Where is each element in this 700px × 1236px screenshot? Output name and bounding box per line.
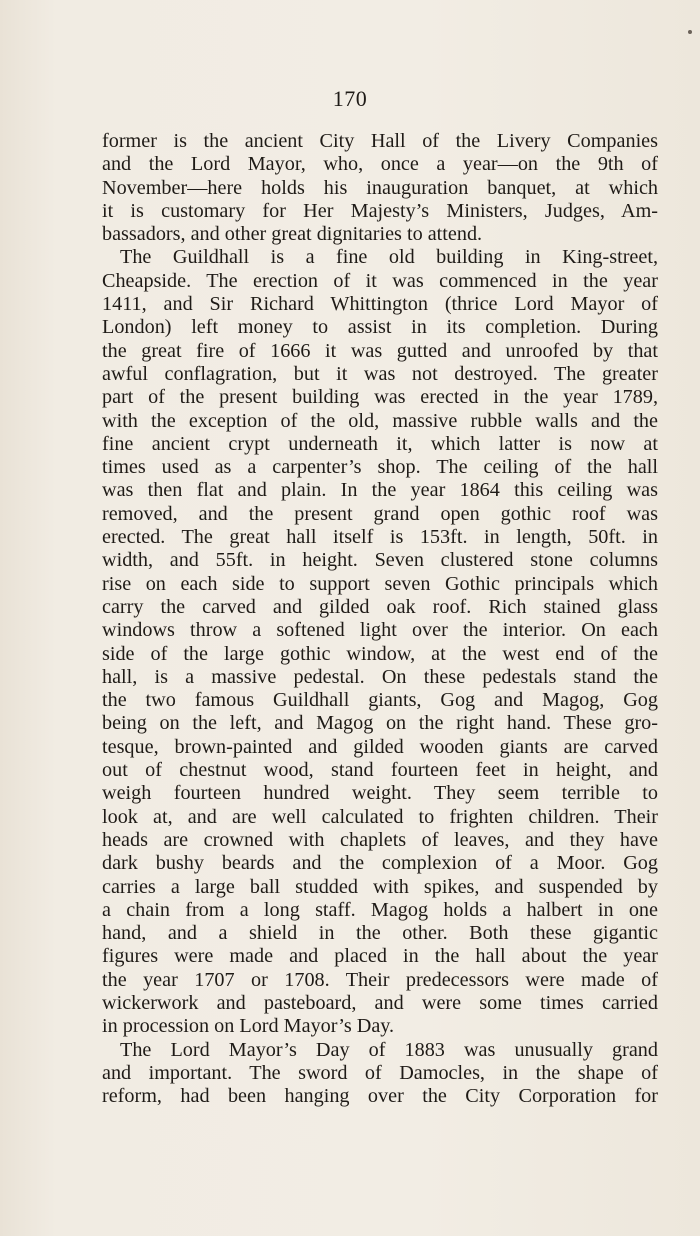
text-line: London) left money to assist in its completion. During [102, 316, 658, 339]
text-line: with the exception of the old, massive rubble walls and the [102, 409, 658, 432]
text-line: and important. The sword of Damocles, in the shape of [102, 1061, 658, 1084]
text-line: The Lord Mayor’s Day of 1883 was unusually grand [120, 1038, 658, 1061]
text-line: dark bushy beards and the complexion of a Moor. Gog [102, 852, 658, 875]
text-line: removed, and the present grand open gothic roof was [102, 502, 658, 525]
text-line: rise on each side to support seven Gothic principals which [102, 572, 658, 595]
text-line: Cheapside. The erection of it was commenced in the year [102, 269, 658, 292]
paper-speck [688, 30, 692, 34]
text-line: hand, and a shield in the other. Both these gigantic [102, 922, 658, 945]
text-line: awful conflagration, but it was not destroyed. The greater [102, 362, 658, 385]
text-line: and the Lord Mayor, who, once a year—on the 9th of [102, 153, 658, 176]
text-line: former is the ancient City Hall of the Livery Companies [102, 130, 658, 152]
text-line: reform, had been hanging over the City Corporation for [102, 1085, 658, 1108]
text-line: heads are crowned with chaplets of leaves, and they have [102, 828, 658, 851]
text-line: out of chestnut wood, stand fourteen feet in height, and [102, 759, 658, 782]
text-line: fine ancient crypt underneath it, which latter is now at [102, 432, 658, 455]
text-line: the year 1707 or 1708. Their predecessors were made of [102, 968, 658, 991]
text-line: part of the present building was erected in the year 1789, [102, 386, 658, 409]
text-line: it is customary for Her Majesty’s Ministers, Judges, Am- [102, 199, 658, 222]
text-line: weigh fourteen hundred weight. They seem terrible to [102, 782, 658, 805]
page-number: 170 [332, 86, 368, 111]
text-line: The Guildhall is a fine old building in King-street, [120, 246, 658, 269]
text-line: erected. The great hall itself is 153ft. in length, 50ft. in [102, 526, 658, 549]
text-line: carries a large ball studded with spikes, and suspended by [102, 875, 658, 898]
text-line: being on the left, and Magog on the right hand. These gro- [102, 712, 658, 735]
text-line: times used as a carpenter’s shop. The ceiling of the hall [102, 456, 658, 479]
text-line: the great fire of 1666 it was gutted and unroofed by that [102, 339, 658, 362]
text-line: figures were made and placed in the hall about the year [102, 945, 658, 968]
text-line: the two famous Guildhall giants, Gog and Magog, Gog [102, 689, 658, 712]
text-line: hall, is a massive pedestal. On these pedestals stand the [102, 665, 658, 688]
text-line: November—here holds his inauguration banquet, at which [102, 176, 658, 199]
text-line: in procession on Lord Mayor’s Day. [102, 1015, 395, 1038]
text-line: was then flat and plain. In the year 1864 this ceiling was [102, 479, 658, 502]
text-line: carry the carved and gilded oak roof. Rich stained glass [102, 595, 658, 618]
text-line: side of the large gothic window, at the west end of the [102, 642, 658, 665]
text-line: a chain from a long staff. Magog holds a halbert in one [102, 898, 658, 921]
text-line: wickerwork and pasteboard, and were some times carried [102, 991, 658, 1014]
text-line: look at, and are well calculated to frighten children. Their [102, 805, 658, 828]
text-line: tesque, brown-painted and gilded wooden giants are carved [102, 735, 658, 758]
text-line: windows throw a softened light over the interior. On each [102, 619, 658, 642]
text-line: 1411, and Sir Richard Whittington (thrice Lord Mayor of [102, 293, 658, 316]
body-text [102, 130, 658, 1108]
text-line: bassadors, and other great dignitaries to attend. [102, 223, 483, 246]
text-line: width, and 55ft. in height. Seven clustered stone columns [102, 549, 658, 572]
